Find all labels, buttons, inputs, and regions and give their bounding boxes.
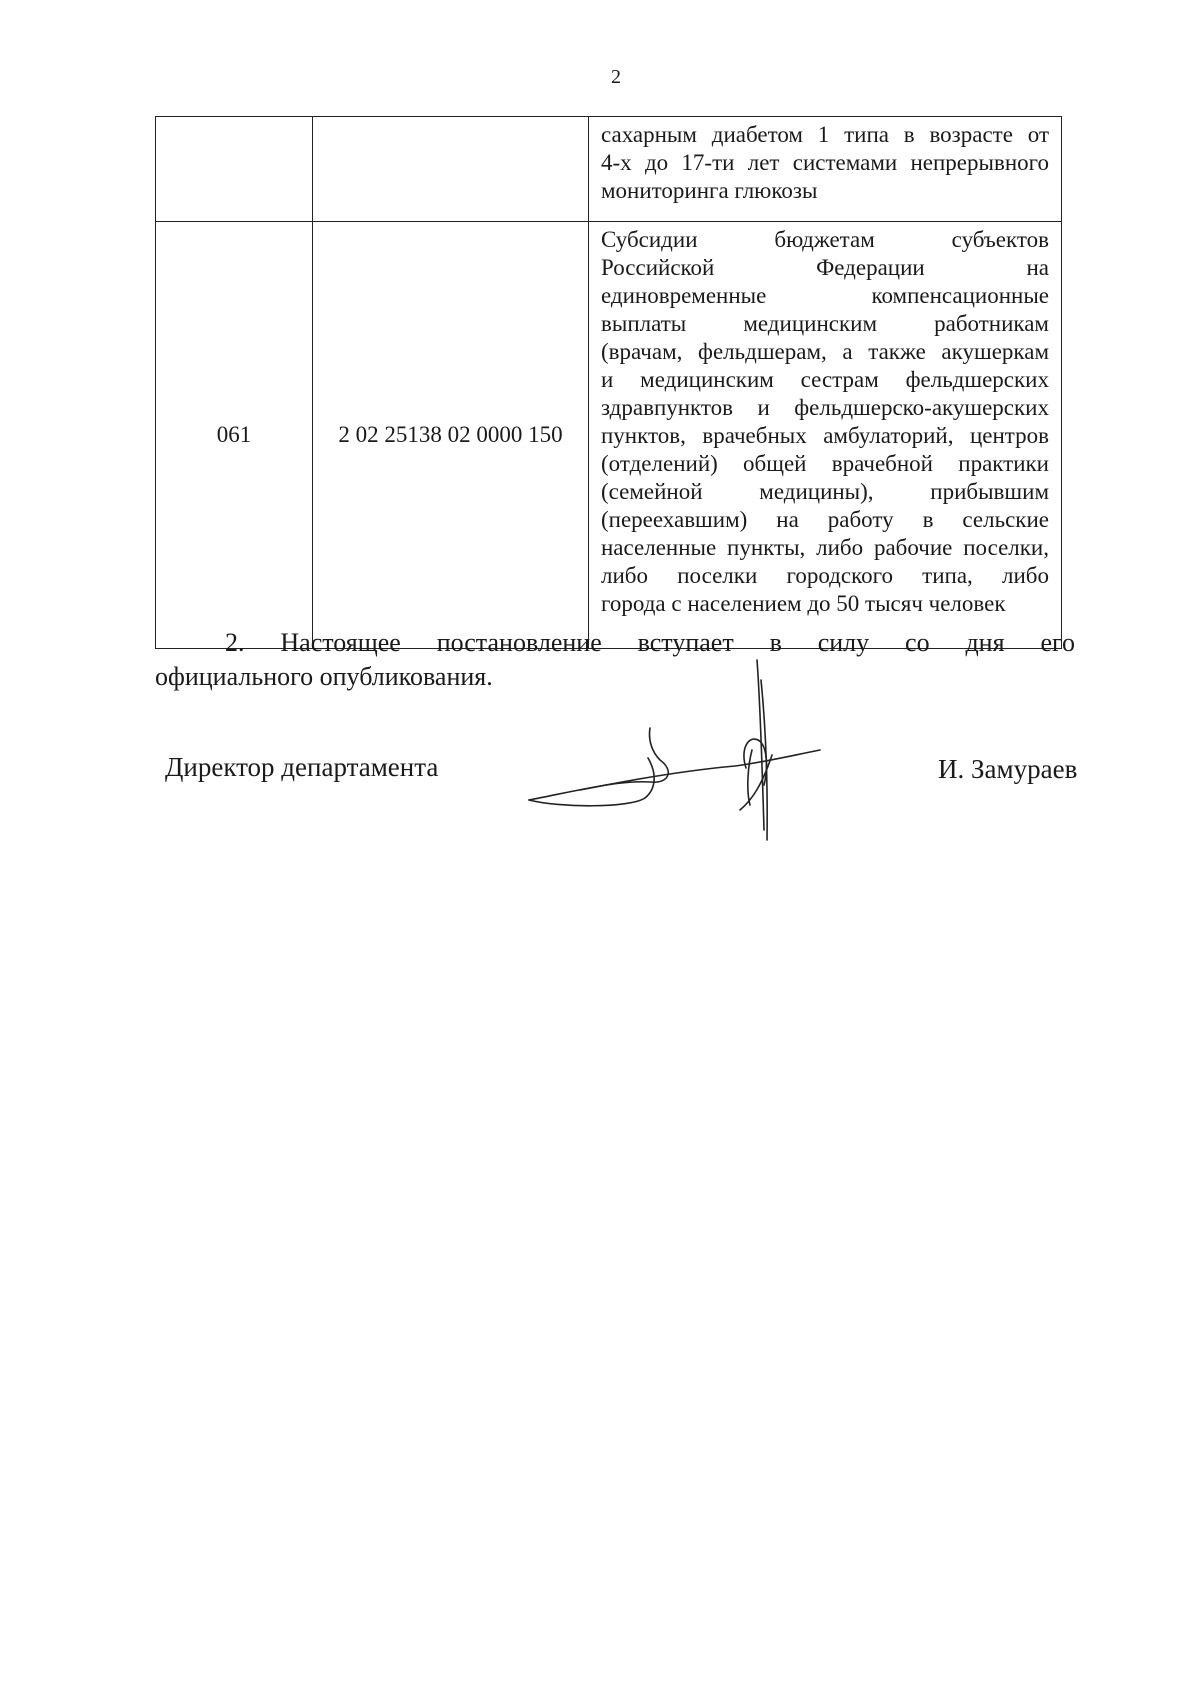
table-row — [156, 117, 1062, 222]
description-line: (отделений) общей врачебной практики — [601, 451, 1049, 476]
description-line: (врачам, фельдшерам, а также акушеркам — [601, 339, 1049, 364]
description-line: города с населением до 50 тысяч человек — [601, 591, 1006, 616]
admin-code-cell — [156, 117, 313, 222]
description-line: либо поселки городского типа, либо — [601, 563, 1049, 588]
description-cell — [589, 222, 1062, 649]
page-number: 2 — [611, 66, 621, 88]
description-line: выплаты медицинским работникам — [601, 311, 1049, 336]
handwritten-signature — [520, 640, 840, 850]
description-line: и медицинским сестрам фельдшерских — [601, 367, 1049, 392]
budget-code-cell: 2 02 25138 02 0000 150 — [313, 222, 589, 649]
budget-code-cell — [313, 117, 589, 222]
budget-classification-table — [155, 116, 1062, 649]
clause-line: официального опубликования. — [155, 662, 493, 691]
signatory-title: Директор департамента — [165, 752, 439, 782]
description-line: пунктов, врачебных амбулаторий, центров — [601, 423, 1049, 448]
description-line: единовременные компенсационные — [601, 283, 1049, 308]
description-line: (семейной медицины), прибывшим — [601, 479, 1049, 504]
description-line: сахарным диабетом 1 типа в возрасте от — [601, 122, 1049, 147]
clause-line: 2. Настоящее постановление вступает в силу со дня его — [225, 628, 1075, 657]
description-line: (переехавшим) на работу в сельские — [601, 507, 1049, 532]
description-cell — [589, 117, 1062, 222]
description-line: Субсидии бюджетам субъектов — [601, 227, 1049, 252]
description-line: мониторинга глюкозы — [601, 178, 818, 203]
table-row — [156, 222, 1062, 649]
admin-code-cell: 061 — [156, 222, 313, 649]
description-line: населенные пункты, либо рабочие поселки, — [601, 535, 1049, 560]
description-line: здравпунктов и фельдшерско-акушерских — [601, 395, 1049, 420]
description-line: 4-х до 17-ти лет системами непрерывного — [601, 150, 1049, 175]
signatory-name: И. Замураев — [938, 754, 1078, 784]
description-line: Российской Федерации на — [601, 255, 1049, 280]
